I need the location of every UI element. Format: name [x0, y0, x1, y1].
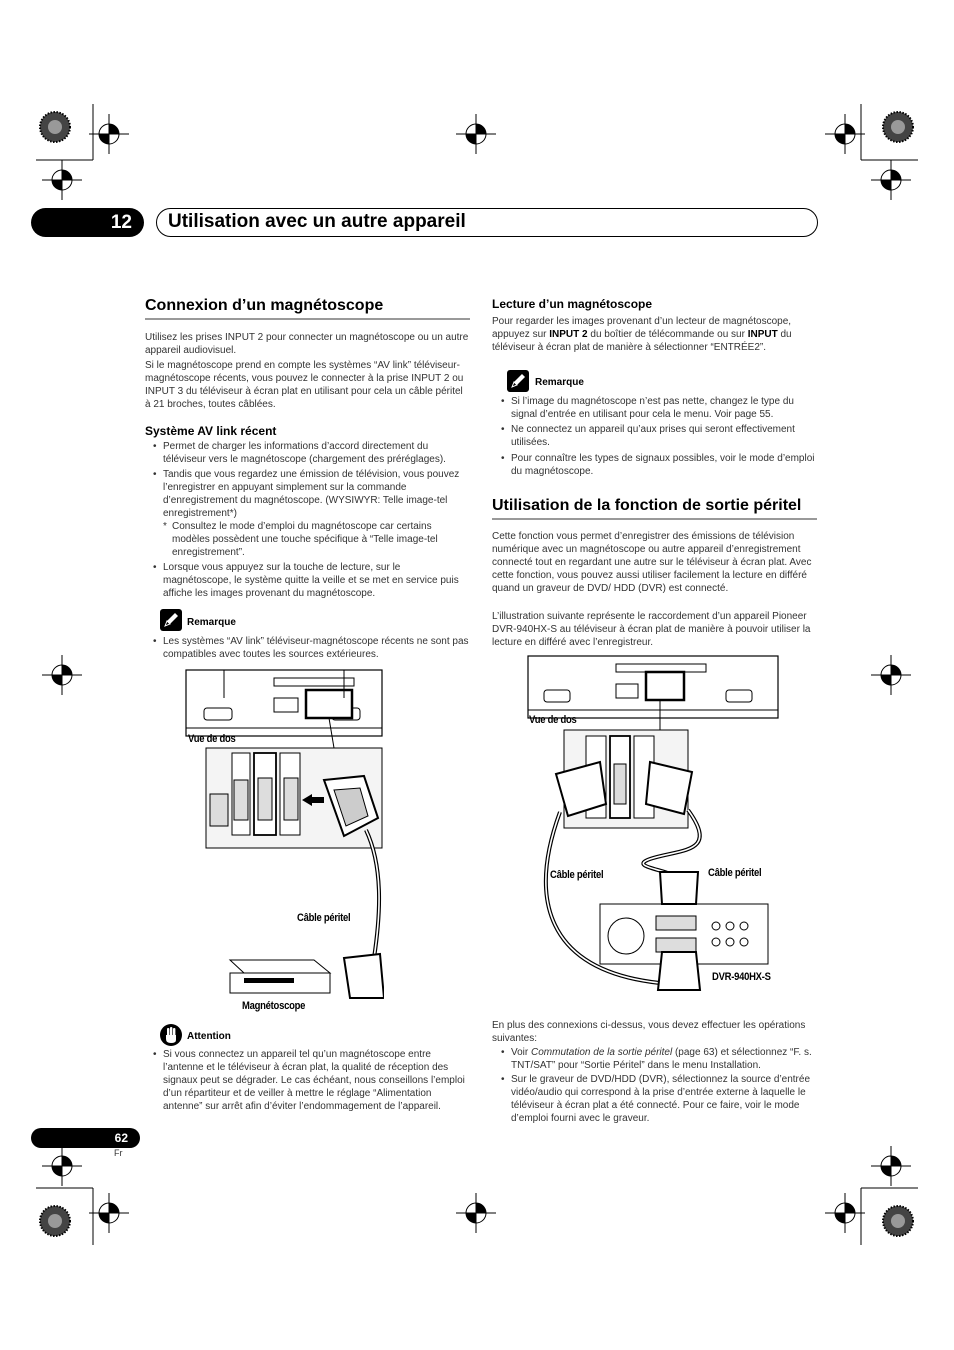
- dvr-model-label: DVR-940HX-S: [712, 971, 771, 983]
- list-item: • Si l’image du magnétoscope n’est pas nette, changez le type du signal d’entrée en utilisant pour cela le menu. Voir page 55.: [511, 396, 818, 422]
- dvr-connection-diagram: [520, 654, 780, 1014]
- scart-cable-label: Câble péritel: [297, 912, 351, 924]
- chapter-title: Utilisation avec un autre appareil: [168, 211, 466, 232]
- attention-hand-icon: [160, 1024, 182, 1046]
- illustration-paragraph: L’illustration suivante représente le raccordement d’un appareil Pioneer DVR-940HX-S au téléviseur à écran plat de manière à pouvoir utiliser la lecture en différé avec l’enregistreur.: [492, 611, 811, 648]
- note-label: Remarque: [187, 617, 236, 628]
- vcr-connection-diagram: [184, 668, 384, 1008]
- scart-function-paragraph: Cette fonction vous permet d’enregistrer des émissions de télévision numérique avec un magnétoscope ou autre appareil d’enregistrement connecté tout en regardant une autre sur le téléviseur à écran plat. Avec cette fonction, vous pouvez aussi utiliser facilement la lecture en différé quand un graveur de DVD/ HDD (DVR) est connecté.: [492, 531, 812, 594]
- page-language: Fr: [114, 1148, 123, 1158]
- rear-view-label: Vue de dos: [529, 714, 577, 726]
- rear-view-label: Vue de dos: [188, 733, 236, 745]
- attention-label: Attention: [187, 1031, 231, 1042]
- playback-paragraph: Pour regarder les images provenant d’un lecteur de magnétoscope, appuyez sur INPUT 2 du boîtier de télécommande ou sur INPUT du téléviseur à écran plat de manière à sélectionner “ENTRÉE2”.: [492, 316, 792, 353]
- list-item: • Sur le graveur de DVD/HDD (DVR), sélectionnez la source d’entrée vidéo/audio qui correspond à la prise d’entrée externe à laquelle le téléviseur à écran plat a été connecté. Pour ce faire, voir le mode d’emploi fourni avec le graveur.: [511, 1074, 818, 1126]
- section-heading-vcr-connection: Connexion d’un magnétoscope: [145, 297, 384, 314]
- list-item: • Les systèmes “AV link” téléviseur-magnétoscope récents ne sont pas compatibles avec toutes les sources extérieures.: [163, 636, 470, 662]
- note-label: Remarque: [535, 377, 584, 388]
- sub-heading-av-link: Système AV link récent: [145, 424, 277, 438]
- additional-steps-paragraph: En plus des connexions ci-dessus, vous devez effectuer les opérations suivantes:: [492, 1020, 806, 1044]
- section-heading-scart-output: Utilisation de la fonction de sortie péritel: [492, 497, 802, 514]
- list-item: • Ne connectez un appareil qu’aux prises qui seront effectivement utilisées.: [511, 424, 818, 450]
- list-item: • Voir Commutation de la sortie péritel (page 63) et sélectionnez “F. s. TNT/SAT” pour “Sortie Péritel” dans le menu Installation.: [511, 1047, 818, 1073]
- page-number-badge: 62: [31, 1128, 140, 1148]
- note-pencil-icon: [507, 370, 529, 392]
- heading-rule: [492, 518, 817, 520]
- heading-rule: [145, 318, 470, 320]
- scart-cable-label-right: Câble péritel: [708, 867, 762, 879]
- list-item: • Pour connaître les types de signaux possibles, voir le mode d’emploi du magnétoscope.: [511, 453, 818, 479]
- intro-paragraph: Utilisez les prises INPUT 2 pour connecter un magnétoscope ou un autre appareil audiovisuel.: [145, 332, 469, 356]
- list-item: • Si vous connectez un appareil tel qu’un magnétoscope entre l’antenne et le téléviseur à écran plat, la qualité de réception des signaux peut se dégrader. Le cas échéant, nous conseillons l’emploi d’un répartiteur et de veiller à mettre le réglage “Alimentation antenne” sur arrêt afin d’éviter l’endommagement de l’appareil.: [163, 1049, 470, 1114]
- chapter-number-badge: 12: [31, 208, 144, 237]
- list-item: • Permet de charger les informations d’accord directement du téléviseur vers le magnétoscope (chargement des préréglages).: [163, 441, 470, 467]
- list-item: • Tandis que vous regardez une émission de télévision, vous pouvez l’enregistrer en appuyant simplement sur la commande d’enregistrement du magnétoscope. (WYSIWYR: Telle image-tel enregistrement*): [163, 469, 470, 521]
- note-pencil-icon: [160, 609, 182, 631]
- scart-cable-label-left: Câble péritel: [550, 869, 604, 881]
- av-link-paragraph: Si le magnétoscope prend en compte les systèmes “AV link” téléviseur-magnétoscope récents, vous pouvez le connecter à la prise INPUT 2 ou INPUT 3 du téléviseur à écran plat en utilisant pour cela un câble péritel à 21 broches, toutes câblées.: [145, 360, 464, 410]
- footnote: * Consultez le mode d’emploi du magnétoscope car certains modèles possèdent une touche spécifique à “Telle image-tel enregistrement”.: [172, 521, 470, 560]
- list-item: • Lorsque vous appuyez sur la touche de lecture, sur le magnétoscope, le système quitte la veille et se met en service puis affiche les images provenant du magnétoscope.: [163, 562, 470, 601]
- sub-heading-vcr-playback: Lecture d’un magnétoscope: [492, 297, 653, 311]
- vcr-label: Magnétoscope: [242, 1000, 306, 1012]
